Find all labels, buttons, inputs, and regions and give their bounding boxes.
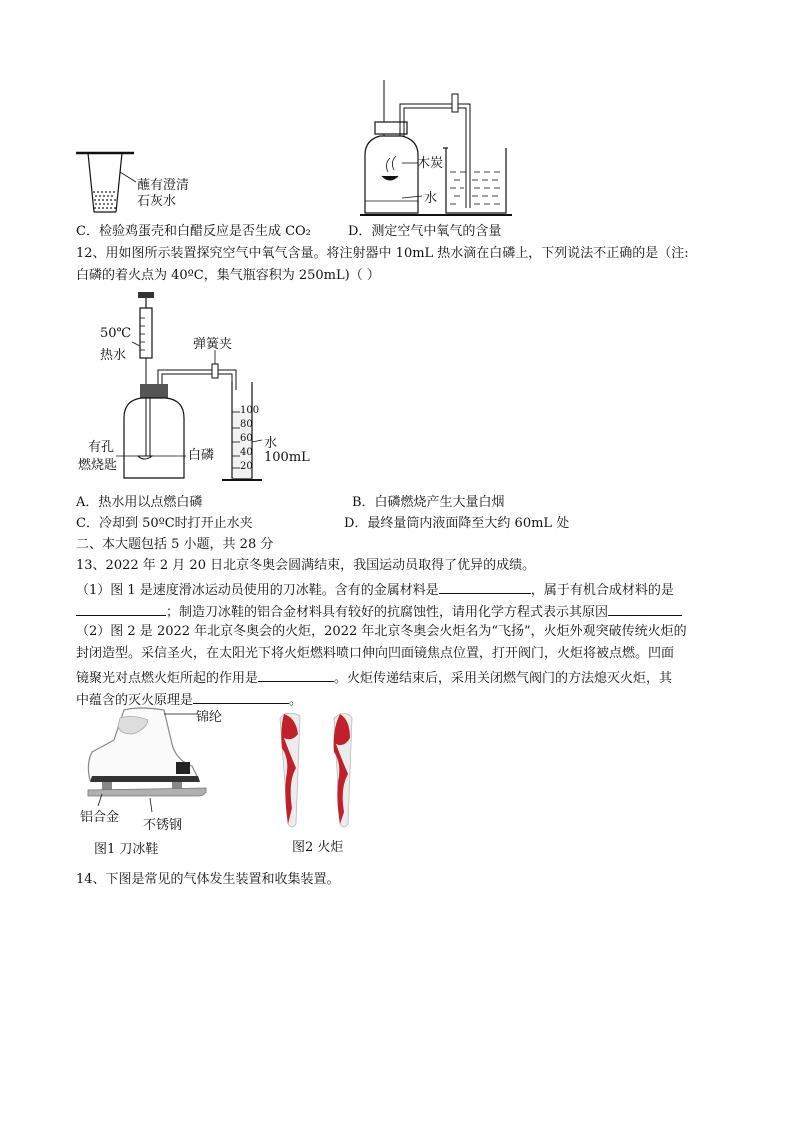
mirror-effect-blank[interactable] (258, 667, 334, 682)
tick-label: 100 (240, 405, 260, 416)
q11-option-c: C．检验鸡蛋壳和白醋反应是否生成 CO₂ (76, 224, 311, 239)
cylinder-volume-label: 100mL (264, 450, 310, 465)
oxygen-content-apparatus (360, 80, 520, 220)
q13-part1-line-2 (76, 601, 682, 622)
cylinder-water-label: 水 (264, 436, 278, 451)
q13-part1-text-a: （1）图 1 是速度滑冰运动员使用的刀冰鞋。含有的金属材料是 (76, 583, 439, 598)
hot-water-label: 热水 (100, 348, 127, 363)
q12-option-c: C．冷却到 50ºC时打开止水夹 (76, 516, 253, 531)
q12-option-d: D．最终量筒内液面降至大约 60mL 处 (344, 516, 570, 531)
q14-stem: 14、下图是常见的气体发生装置和收集装置。 (76, 872, 340, 887)
nylon-label: 锦纶 (196, 710, 223, 725)
q13-part2-text-e: 中蕴含的灭火原理是 (76, 693, 194, 708)
temp-label: 50℃ (100, 326, 132, 341)
q13-part1-text-b: ，属于有机合成材料的是 (530, 583, 674, 598)
steel-label: 不锈钢 (143, 818, 183, 833)
q13-part2-text-c: 镜聚光对点燃火炬所起的作用是 (76, 671, 259, 686)
torch-figure (270, 708, 360, 832)
tick-label: 20 (240, 461, 253, 472)
q12-stem-line-2: 白磷的着火点为 40ºC，集气瓶容积为 250mL)（ ） (76, 268, 380, 283)
limewater-label-1: 蘸有澄清 (137, 178, 190, 193)
water-label: 水 (424, 191, 438, 206)
q12-option-b: B．白磷燃烧产生大量白烟 (352, 495, 505, 510)
cylinder-scale (240, 404, 259, 474)
spoon-label-1: 有孔 (88, 440, 115, 455)
q13-part2-line-2: 封闭造型。采信圣火，在太阳光下将火炬燃料喷口伸向凹面镜焦点位置，打开阀门，火炬将被点燃。凹面 (76, 646, 675, 661)
tick-label: 60 (240, 433, 253, 444)
q11-option-d: D．测定空气中氧气的含量 (348, 224, 502, 239)
q13-stem: 13、2022 年 2 月 20 日北京冬奥会圆满结束，我国运动员取得了优异的成绩。 (76, 558, 536, 573)
tick-label: 80 (240, 419, 253, 430)
tick-label: 40 (240, 447, 253, 458)
charcoal-label: 木炭 (417, 156, 444, 171)
figure2-caption: 图2 火炬 (292, 840, 344, 855)
q13-part2-text-f: 。 (289, 693, 303, 708)
limewater-label-2: 石灰水 (137, 194, 177, 209)
phosphorus-label: 白磷 (188, 448, 215, 463)
q13-part2-line-3 (76, 667, 672, 688)
extinguish-principle-blank[interactable] (193, 689, 289, 704)
limewater-beaker-figure (74, 148, 144, 218)
q13-part1-text-c: ；制造刀冰鞋的铝合金材料具有较好的抗腐蚀性，请用化学方程式表示其原因 (166, 605, 609, 620)
metal-material-blank[interactable] (439, 579, 531, 594)
clamp-label: 弹簧夹 (193, 337, 233, 352)
q13-part2-line-1: （2）图 2 是 2022 年北京冬奥会的火炬，2022 年北京冬奥会火炬名为“飞扬”，火炬外观突破传统火炬的 (76, 624, 687, 639)
q13-part1-line (76, 579, 674, 600)
synthetic-material-blank[interactable] (76, 601, 166, 616)
q12-stem-line-1: 12、用如图所示装置探究空气中氧气含量。将注射器中 10mL 热水滴在白磷上，下列说法不正确的是（注: (76, 246, 689, 261)
alloy-label: 铝合金 (80, 810, 120, 825)
q12-option-a: A．热水用以点燃白磷 (76, 495, 203, 510)
figure1-caption: 图1 刀冰鞋 (94, 842, 159, 857)
section-heading: 二、本大题包括 5 小题，共 28 分 (76, 537, 274, 552)
q13-part2-text-d: 。火炬传递结束后，采用关闭燃气阀门的方法熄灭火炬，其 (334, 671, 673, 686)
equation-blank[interactable] (608, 601, 682, 616)
spoon-label-2: 燃烧匙 (78, 458, 118, 473)
